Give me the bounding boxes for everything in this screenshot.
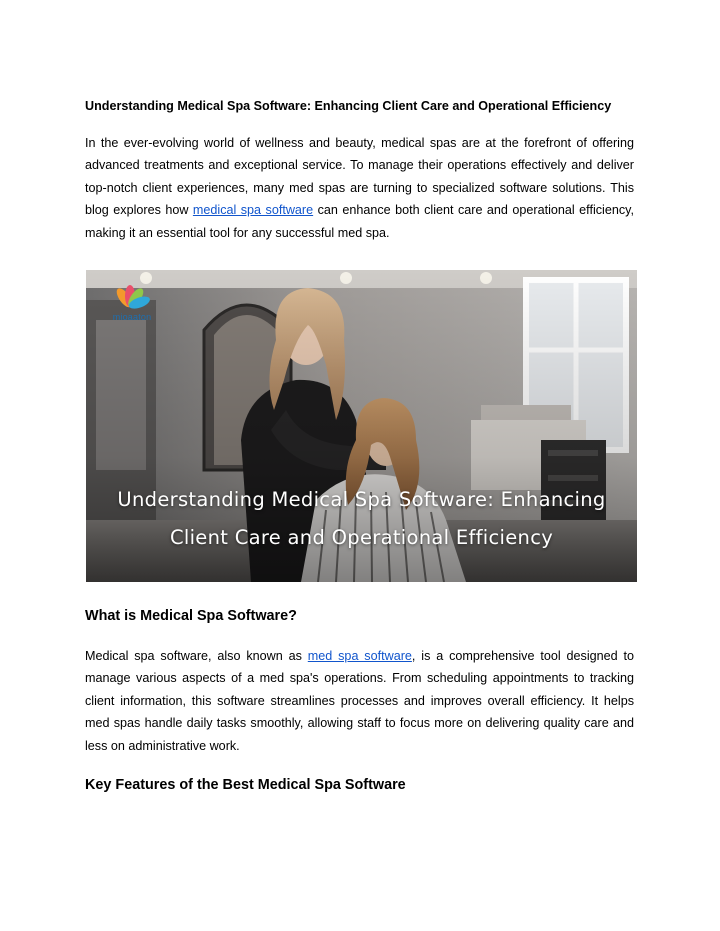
- intro-paragraph: [85, 132, 634, 244]
- hero-caption-line-1: Understanding Medical Spa Software: Enhancing: [117, 488, 606, 511]
- med-spa-software-link[interactable]: med spa software: [307, 649, 412, 663]
- what-is-text-end: , is a comprehensive tool designed to manage various aspects of a med spa's operations. From scheduling appointments to tracking client information, this software streamlines processes and improves overall efficiency. It helps med spas handle daily tasks smoothly, allowing staff to focus more on delivering quality care and less on administrative work.: [85, 649, 634, 753]
- what-is-text-start: Medical spa software, also known as: [85, 649, 308, 663]
- what-is-paragraph: [85, 645, 634, 757]
- intro-text-start: In the ever-evolving world of wellness and beauty, medical spas are at the forefront of offering advanced treatments and exceptional service. To manage their operations effectively and deliver top-notch client experiences, many med spas are turning to specialized software solutions. This blog explores how: [85, 136, 634, 218]
- section-heading-key-features: Key Features of the Best Medical Spa Software: [85, 777, 406, 793]
- medical-spa-software-link[interactable]: medical spa software: [192, 203, 314, 218]
- intro-text-end: can enhance both client care and operational efficiency, making it an essential tool for any successful med spa.: [85, 203, 634, 240]
- hero-image: [86, 270, 637, 582]
- hero-logo-text: mioaaton: [112, 312, 152, 322]
- section-heading-what-is: What is Medical Spa Software?: [85, 608, 297, 624]
- document-title: Understanding Medical Spa Software: Enhancing Client Care and Operational Efficiency: [85, 99, 612, 113]
- hero-caption-line-2: Client Care and Operational Efficiency: [169, 526, 554, 549]
